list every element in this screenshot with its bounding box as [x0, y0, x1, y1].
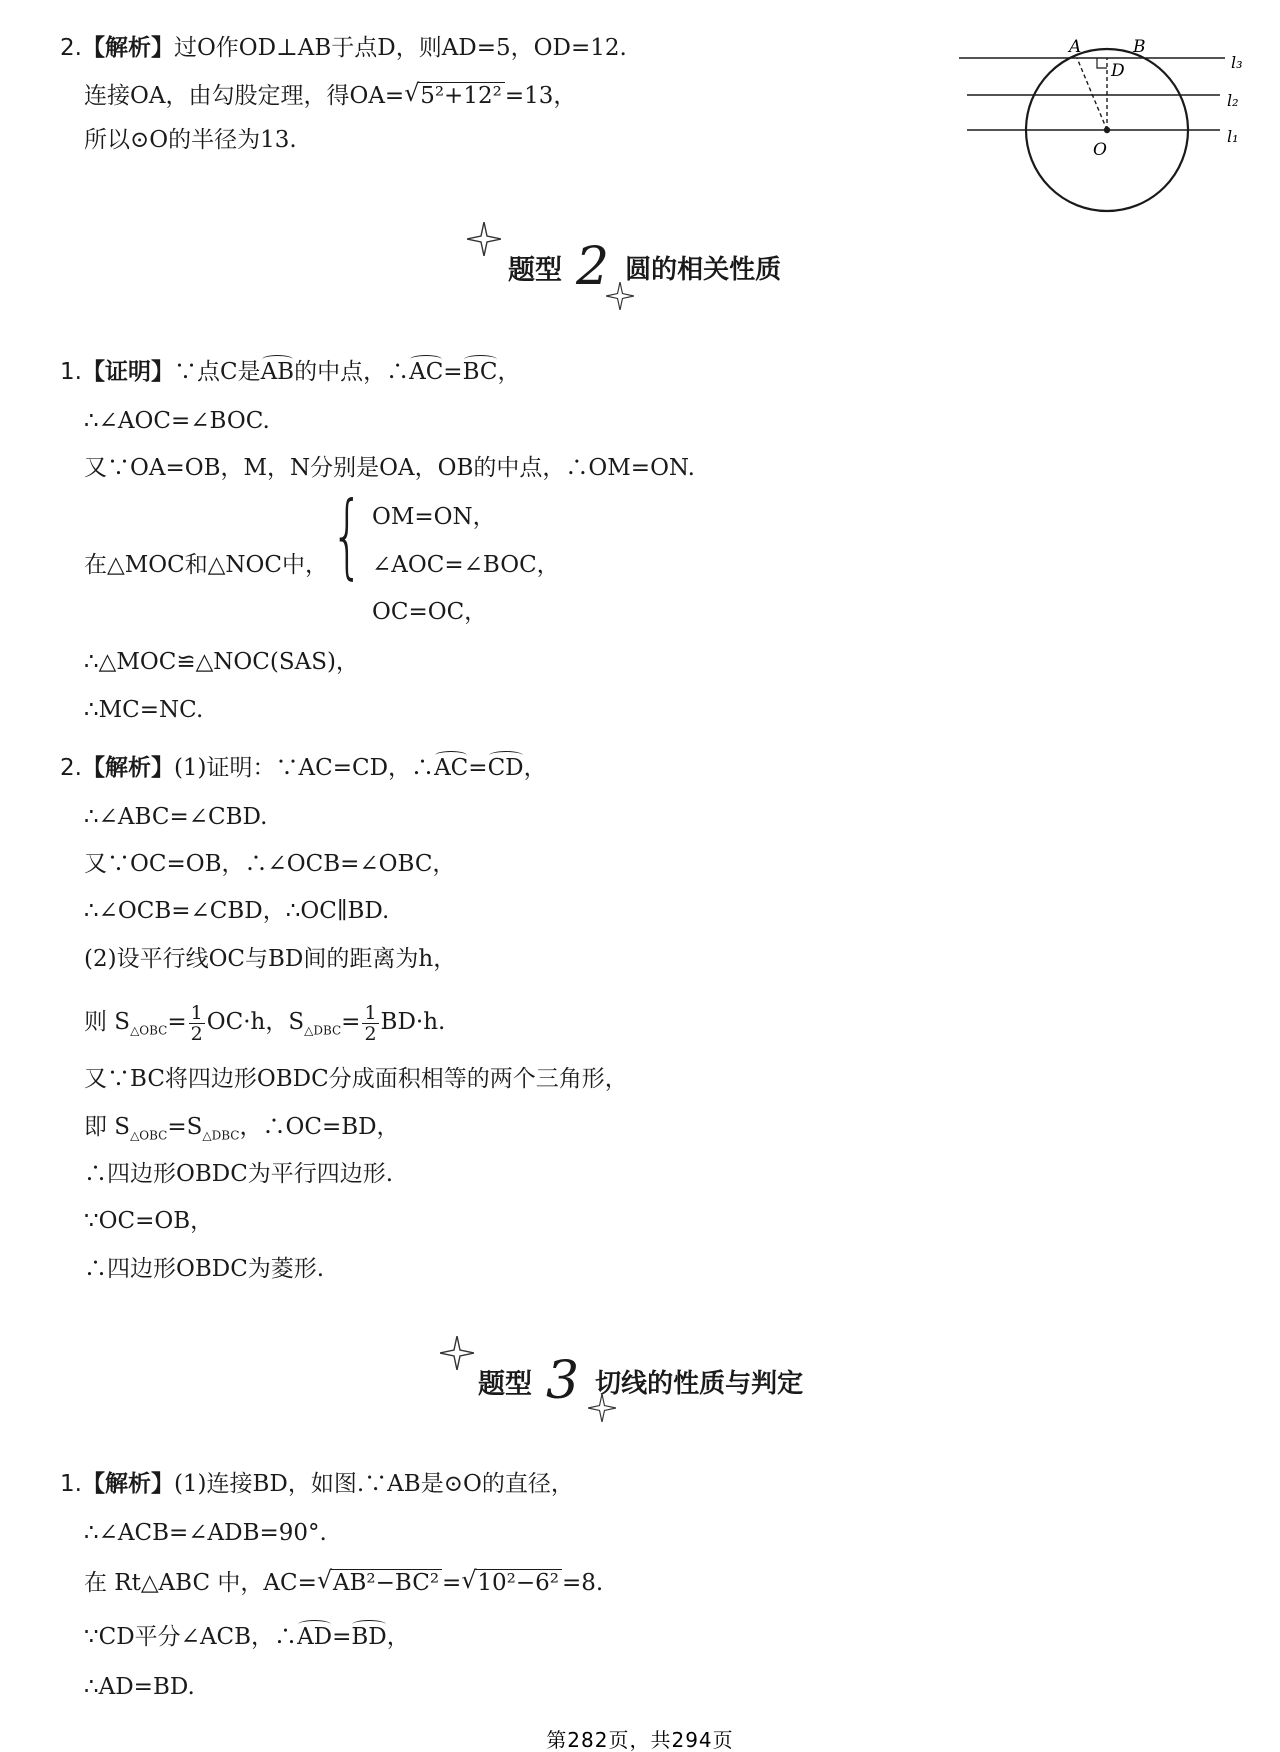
circle-figure — [955, 30, 1255, 250]
sparkle-icon — [588, 1394, 616, 1422]
s2-q1-line3: 又∵OA=OB，M，N分别是OA，OB的中点，∴OM=ON. — [84, 455, 695, 481]
arc-cd: CD — [488, 748, 524, 788]
prev-q2-line2: 连接OA，由勾股定理，得OA=√ 5²+12² =13， — [84, 76, 576, 116]
page-number-footer: 第282页，共294页 — [546, 1728, 734, 1752]
s2-q2-line5: (2)设平行线OC与BD间的距离为h， — [84, 946, 457, 972]
center-point — [1104, 127, 1110, 133]
s2-q2-line11: ∴四边形OBDC为菱形. — [84, 1256, 325, 1282]
s2-q2-line2: ∴∠ABC=∠CBD. — [84, 804, 268, 830]
s3-q1-line4: ∵CD平分∠ACB，∴AD=BD， — [84, 1617, 410, 1657]
brace-symbol: { — [331, 482, 364, 589]
s2-q1-line6: ∴MC=NC. — [84, 697, 204, 723]
s2-q2-line9: ∴四边形OBDC为平行四边形. — [84, 1161, 394, 1187]
arc-ac: AC — [434, 748, 468, 788]
section-heading-2: 题型 2 圆的相关性质 — [508, 237, 782, 297]
s2-q1-line4: 在△MOC和△NOC中， — [84, 552, 328, 578]
s2-q1-line5: ∴△MOC≌△NOC(SAS)， — [84, 649, 359, 675]
s2-q2-line1: 2.【解析】(1)证明：∵AC=CD，∴AC=CD， — [60, 748, 547, 788]
label-d: D — [1111, 61, 1125, 81]
arc-bc: BC — [463, 352, 498, 392]
label-l1: l₁ — [1227, 127, 1239, 146]
s3-q1-line2: ∴∠ACB=∠ADB=90°. — [84, 1520, 327, 1546]
s2-q2-line10: ∵OC=OB， — [84, 1208, 214, 1234]
fraction-half: $\frac{1}{2}$ — [364, 1001, 377, 1045]
sqrt-expression: √ 10²−6² — [461, 1563, 562, 1603]
label-l3: l₃ — [1231, 53, 1243, 72]
label-b: B — [1133, 37, 1146, 57]
label-l2: l₂ — [1227, 91, 1239, 110]
prev-q2-line3: 所以⊙O的半径为13. — [84, 127, 297, 153]
label-a: A — [1069, 37, 1082, 57]
label-o: O — [1093, 140, 1107, 160]
segment-oa — [1077, 58, 1107, 130]
arc-ac: AC — [409, 352, 443, 392]
s3-q1-line3: 在 Rt△ABC 中，AC=√ AB²−BC² =√ 10²−6² =8. — [84, 1563, 603, 1603]
s3-q1-line1: 1.【解析】(1)连接BD，如图.∵AB是⊙O的直径， — [60, 1471, 574, 1497]
right-angle-mark — [1097, 58, 1107, 68]
sparkle-icon — [440, 1336, 474, 1370]
arc-ab: AB — [261, 352, 295, 392]
s3-q1-line5: ∴AD=BD. — [84, 1674, 195, 1700]
s2-q2-line3: 又∵OC=OB，∴∠OCB=∠OBC， — [84, 851, 456, 877]
sqrt-expression: √ 5²+12² — [404, 76, 505, 116]
prev-q2-line1: 2.【解析】过O作OD⊥AB于点D，则AD=5，OD=12. — [60, 35, 627, 61]
s2-q2-line4: ∴∠OCB=∠CBD，∴OC∥BD. — [84, 898, 390, 924]
system-eq-2: ∠AOC=∠BOC， — [372, 552, 560, 578]
sparkle-icon — [606, 282, 634, 310]
system-eq-3: OC=OC， — [372, 599, 488, 625]
sqrt-expression: √ AB²−BC² — [317, 1563, 442, 1603]
s2-q2-line8: 即 $S_{\triangle OBC}=S_{\triangle DBC}$，∴OC=BD， — [84, 1114, 400, 1143]
arc-bd: BD — [351, 1617, 386, 1657]
s2-q2-line7: 又∵BC将四边形OBDC分成面积相等的两个三角形， — [84, 1066, 628, 1092]
system-eq-1: OM=ON， — [372, 504, 496, 530]
s2-q1-line1: 1.【证明】∵点C是AB的中点，∴AC=BC， — [60, 352, 521, 392]
section-heading-3: 题型 3 切线的性质与判定 — [478, 1351, 804, 1411]
s2-q1-line2: ∴∠AOC=∠BOC. — [84, 408, 270, 434]
s2-q2-line6: 则 $S_{\triangle OBC}=$ $\frac{1}{2}$ OC·h，$S_{\triangle DBC}=$ $\frac{1}{2}$ BD·h. — [84, 1001, 446, 1045]
arc-ad: AD — [297, 1617, 332, 1657]
fraction-half: $\frac{1}{2}$ — [190, 1001, 203, 1045]
sparkle-icon — [467, 222, 501, 256]
